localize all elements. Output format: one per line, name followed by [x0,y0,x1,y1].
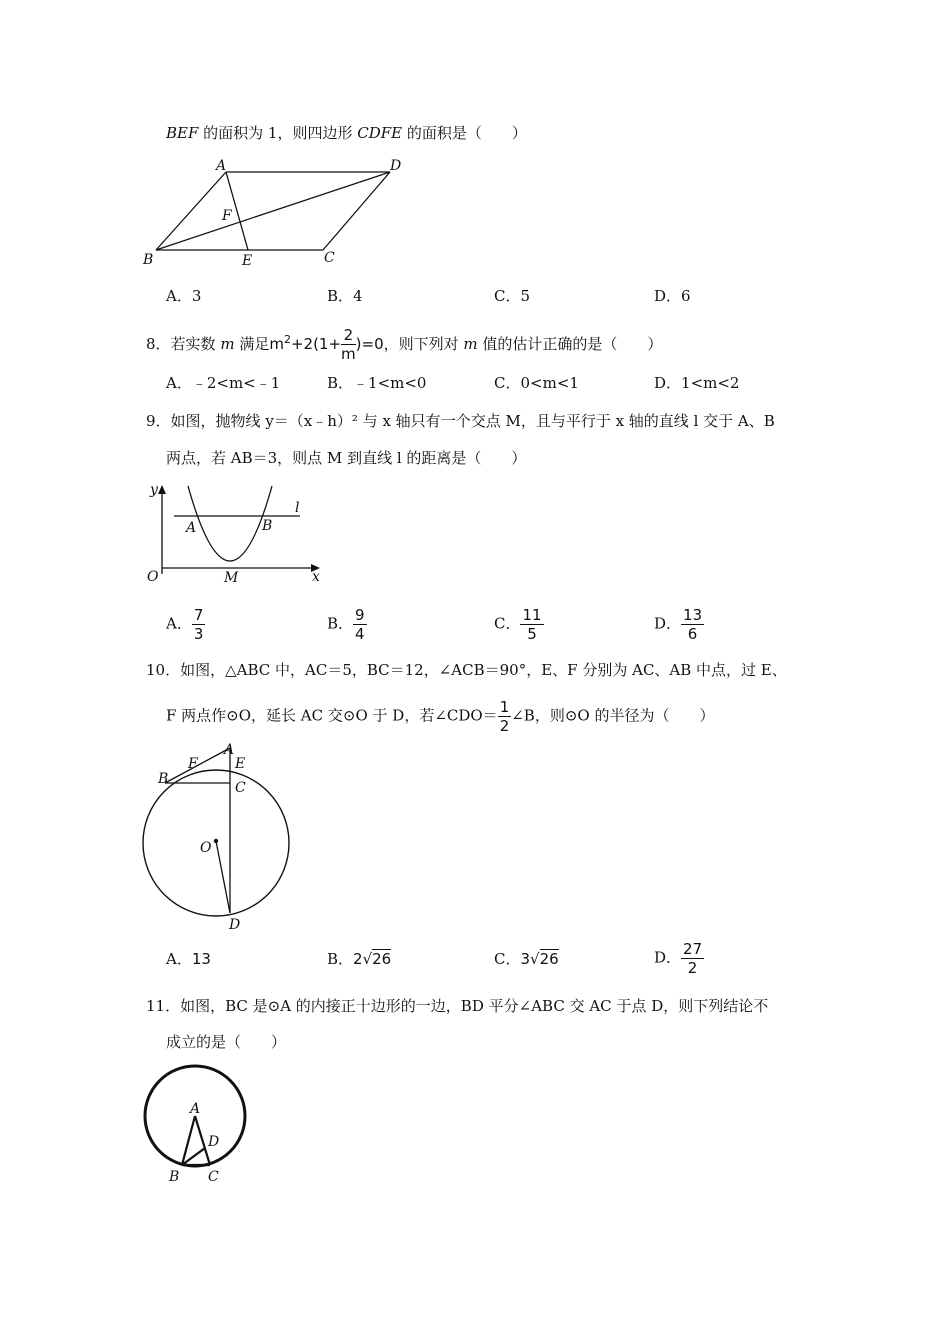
q10-option-c-letter: C． [494,950,521,968]
q10-text-line2b: ∠B，则⊙O 的半径为（ ） [511,706,715,725]
q7-text-part2: 的面积是（ ） [402,124,527,142]
q7-text-part1: 的面积为 1，则四边形 [198,124,358,142]
q10-option-d-fraction [681,940,704,977]
q9-y-axis-arrow [158,485,166,494]
q11-label-d: D [208,1134,220,1150]
q9-label-b: B [262,518,273,534]
q10-option-b-sqrt-icon: √ [362,950,373,968]
q10-option-c-sqrt-icon: √ [530,950,540,968]
q9-option-c-num: 11 [522,606,542,624]
q9-label-l: l [295,500,300,516]
q7-continuation-text [166,122,527,144]
q9-option-c-letter: C． [494,614,521,633]
q8-formula-part-c: )=0 [355,335,384,353]
q10-option-b[interactable] [327,948,391,970]
q11-stem-line2: 成立的是（ ） [166,1033,287,1051]
q9-parabola-figure [138,478,328,586]
q10-option-c-coef: 3 [520,950,531,968]
q10-option-d-letter: D． [654,948,682,967]
q8-variable-2: m [463,335,478,353]
q11-label-a: A [190,1101,201,1117]
q10-center-dot [214,839,218,843]
q9-number: 9． [146,412,171,430]
q8-variable: m [220,335,235,353]
q9-label-m: M [224,570,239,586]
q11-number: 11． [146,997,181,1015]
q7-label-d: D [390,158,402,174]
q10-text-line2a: F 两点作⊙O，延长 AC 交⊙O 于 D，若∠CDO＝ [166,706,498,725]
q10-stem-line1 [146,659,787,681]
q7-option-d[interactable]: D．6 [654,287,691,305]
q9-option-b-num: 9 [355,606,365,624]
q8-option-a[interactable]: A．﹣2<m<﹣1 [166,374,281,392]
q9-option-b-letter: B． [327,614,354,633]
q11-circle-figure [138,1062,258,1188]
q10-option-a-letter: A． [166,950,192,968]
q9-option-b-den: 4 [355,625,365,643]
q9-label-x: x [312,569,320,585]
q9-option-c[interactable] [494,606,544,643]
q10-label-a: A [224,742,235,758]
q9-stem-line1 [146,410,775,432]
q9-label-o: O [147,569,159,585]
q9-option-a-letter: A． [166,614,192,633]
q10-option-d-num: 27 [683,940,703,958]
q10-label-o: O [200,840,212,856]
q8-text-part4: 值的估计正确的是（ ） [477,335,663,353]
q9-label-a: A [186,520,197,536]
q8-formula [269,326,384,363]
q9-option-d-num: 13 [683,606,703,624]
q10-option-c-radicand: 26 [539,950,559,968]
q9-option-a-fraction [192,606,206,643]
q9-option-b-fraction [353,606,367,643]
q8-number: 8． [146,335,171,353]
q10-stem-line2 [166,698,714,735]
q8-option-b[interactable]: B．﹣1<m<0 [327,374,427,392]
q9-stem-line2: 两点，若 AB＝3，则点 M 到直线 l 的距离是（ ） [166,449,527,467]
q9-option-d[interactable] [654,606,704,643]
q10-label-c: C [235,780,246,796]
q9-option-d-letter: D． [654,614,682,633]
q10-option-b-letter: B． [327,950,354,968]
q8-formula-exponent: 2 [283,333,291,346]
q10-option-c[interactable] [494,948,559,970]
q8-formula-m: m [269,335,284,353]
q10-text-line1: 如图，△ABC 中，AC＝5，BC＝12，∠ACB＝90°，E、F 分别为 AC、AB 中点，过 E、 [180,661,787,679]
q10-label-b: B [158,771,169,787]
q10-half-num: 1 [499,698,510,716]
q9-option-a-den: 3 [193,625,204,643]
q8-text-part3: ，则下列对 [383,335,464,353]
q10-option-a-value: 13 [191,950,211,968]
q10-circle-figure [138,738,298,934]
q10-option-b-radicand: 26 [372,950,392,968]
q9-option-c-den: 5 [527,625,537,643]
q8-stem [146,326,662,363]
q9-label-y: y [150,482,158,498]
q10-option-b-coef: 2 [353,950,363,968]
q7-parallelogram-figure [138,152,408,270]
q10-number: 10． [146,661,181,679]
q8-text-part2: 满足 [234,335,270,353]
q10-segment-od [216,841,230,913]
q8-formula-part-b: +2(1+ [290,335,342,353]
q7-option-b[interactable]: B．4 [327,287,363,305]
q9-parabola [188,486,272,561]
q10-label-e: E [235,756,246,772]
q8-formula-fraction [341,326,356,363]
q11-text-line1: 如图，BC 是⊙A 的内接正十边形的一边，BD 平分∠ABC 交 AC 于点 D，则下列结论不 [180,997,769,1015]
q10-option-d[interactable] [654,940,704,977]
q9-option-d-den: 6 [687,625,698,643]
q7-label-c: C [324,250,335,266]
q11-label-b: B [169,1169,180,1185]
q7-label-a: A [216,158,227,174]
q9-option-a[interactable] [166,606,205,643]
q9-text-line1: 如图，抛物线 y＝（x﹣h）² 与 x 轴只有一个交点 M，且与平行于 x 轴的直线 l 交于 A、B [170,412,775,430]
q8-fraction-num: 2 [341,326,356,345]
q7-option-a[interactable]: A．3 [166,287,202,305]
q10-option-d-den: 2 [687,959,698,977]
q7-label-b: B [143,252,154,268]
q11-label-c: C [208,1169,219,1185]
q10-label-d: D [229,917,241,933]
q10-option-a[interactable] [166,948,211,970]
q8-option-d[interactable]: D．1<m<2 [654,374,740,392]
q11-stem-line1 [146,995,768,1017]
q8-text-part1: 若实数 [170,335,221,353]
q10-label-f: F [188,756,198,772]
q8-option-c[interactable]: C．0<m<1 [494,374,579,392]
q7-quad-name: CDFE [357,124,403,142]
q9-option-c-fraction [520,606,543,643]
q7-label-f: F [222,208,232,224]
q10-half-den: 2 [499,717,510,735]
q9-option-b[interactable] [327,606,367,643]
q7-triangle-name: BEF [166,124,199,142]
q8-fraction-den: m [341,345,356,363]
q7-option-c[interactable]: C．5 [494,287,531,305]
q10-half-fraction [498,698,512,735]
q9-option-a-num: 7 [193,606,204,624]
q7-label-e: E [242,253,253,269]
q9-option-d-fraction [681,606,704,643]
